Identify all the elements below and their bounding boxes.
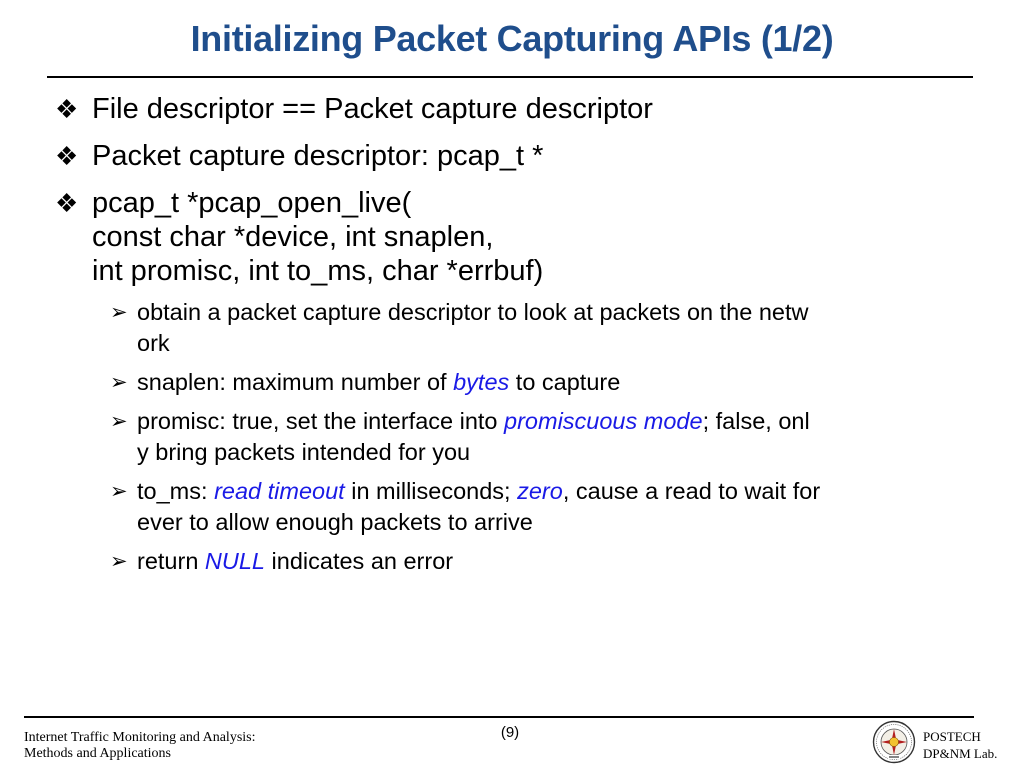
sub-bullet-return [110,546,947,577]
sub-bullet-to-ms [110,476,947,538]
diamond-bullet-icon: ❖ [55,94,79,124]
title-divider [47,76,973,78]
text-middle: in milliseconds; [344,478,518,504]
footer-course-line-1: Internet Traffic Monitoring and Analysis: [24,730,256,745]
text-prefix: return [137,548,205,574]
sub-bullet-text-line-2: y bring packets intended for you [137,439,471,465]
university-seal-icon [872,720,916,764]
sub-bullet-promisc [110,406,947,468]
sub-bullet-text-line-2: ever to allow enough packets to arrive [137,509,533,535]
arrowhead-bullet-icon: ➢ [110,301,128,324]
bullet-text: File descriptor == Packet capture descriptor [92,93,653,125]
sub-bullet-list [55,297,975,577]
footer-organization [923,728,997,762]
highlight-term: bytes [453,369,510,395]
bullet-text-line-1: pcap_t *pcap_open_live( [92,187,412,219]
bullet-text-line-3: int promisc, int to_ms, char *errbuf) [92,255,544,287]
text-prefix: snaplen: maximum number of [137,369,454,395]
sub-bullet-text-line-1 [137,406,947,437]
sub-bullet-text [137,367,947,398]
slide-content [55,92,975,585]
text-suffix: , cause a read to wait for [562,478,821,504]
bullet-text: Packet capture descriptor: pcap_t * [92,140,544,172]
sub-bullet-text [137,546,947,577]
highlight-term-2: zero [517,478,563,504]
footer-course-line-2: Methods and Applications [24,746,171,761]
bullet-3 [55,186,975,288]
footer-org-line-2: DP&NM Lab. [923,746,998,761]
bullet-2 [55,139,975,173]
text-suffix: indicates an error [265,548,454,574]
text-suffix: ; false, onl [702,408,810,434]
highlight-term: read timeout [214,478,345,504]
slide-title: Initializing Packet Capturing APIs (1/2) [190,18,834,59]
text-prefix: promisc: true, set the interface into [137,408,505,434]
arrowhead-bullet-icon: ➢ [110,550,128,573]
footer-course-title [24,730,256,762]
highlight-term: promiscuous mode [504,408,703,434]
sub-bullet-text-line-1 [137,476,947,507]
highlight-term: NULL [204,548,266,574]
arrowhead-bullet-icon: ➢ [110,410,128,433]
diamond-bullet-icon: ❖ [55,141,79,171]
sub-bullet-snaplen [110,367,947,398]
footer-org-line-1: POSTECH [923,729,981,744]
text-prefix: to_ms: [137,478,215,504]
page-number: (9) [500,724,520,741]
bullet-text-line-2: const char *device, int snaplen, [92,221,494,253]
sub-bullet-text-line-2: ork [137,330,170,356]
text-suffix: to capture [509,369,621,395]
sub-bullet-obtain [110,297,947,359]
footer-divider [24,716,974,718]
sub-bullet-text-line-1: obtain a packet capture descriptor to look at packets on the netw [137,299,809,325]
arrowhead-bullet-icon: ➢ [110,371,128,394]
diamond-bullet-icon: ❖ [55,188,79,218]
bullet-1 [55,92,975,126]
arrowhead-bullet-icon: ➢ [110,480,128,503]
